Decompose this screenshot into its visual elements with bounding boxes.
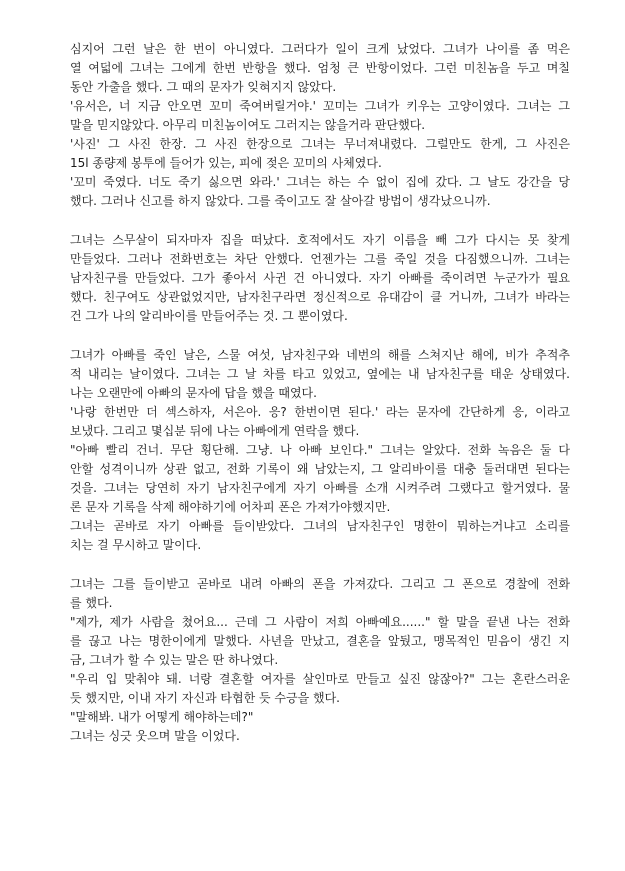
text-line: 를 끊고 나는 명한이에게 말했다. 사년을 만났고, 결혼을 앞뒀고, 맹목적인 믿음이 생긴 지 xyxy=(70,634,570,648)
text-line: "제가, 제가 사람을 쳤어요... 근데 그 사람이 저희 아빠예요......" 할 말을 끝낸 나는 전화 xyxy=(70,615,570,629)
text-line: 그녀는 그를 들이받고 곧바로 내려 아빠의 폰을 가져갔다. 그리고 그 폰으로 경찰에 전화 xyxy=(70,577,570,591)
document-page xyxy=(70,40,570,746)
text-line: 그녀는 싱긋 웃으며 말을 이었다. xyxy=(70,729,240,743)
text-line: 치는 걸 무시하고 말이다. xyxy=(70,538,202,552)
text-line: 했다. 그러나 신고를 하지 않았다. 그를 죽이고도 잘 살아갈 방법이 생각났으니까. xyxy=(70,194,491,208)
text-line: 만들었다. 그러나 전화번호는 차단 안했다. 언젠가는 그를 죽일 것을 다짐했으니까. 그녀는 xyxy=(70,252,570,266)
text-line: 금, 그녀가 할 수 있는 말은 딴 하나였다. xyxy=(70,653,279,667)
text-line: 적 내리는 날이였다. 그녀는 그 날 차를 타고 있었고, 옆에는 내 남자친구를 태운 상태였다. xyxy=(70,367,570,381)
paragraph-gap xyxy=(70,326,570,346)
text-line: "말해봐. 내가 어떻게 해야하는데?" xyxy=(70,710,254,724)
paragraph-4 xyxy=(70,575,570,746)
text-line: '꼬미 죽였다. 너도 죽기 싫으면 와라.' 그녀는 하는 수 없이 집에 갔다. 그 날도 강간을 당 xyxy=(70,175,570,189)
text-line: 나는 오랜만에 아빠의 문자에 답을 했을 때였다. xyxy=(70,386,317,400)
paragraph-gap xyxy=(70,555,570,575)
text-line: 를 했다. xyxy=(70,596,113,610)
text-line: '유서은, 너 지금 안오면 꼬미 죽여버릴거야.' 꼬미는 그녀가 키우는 고양이였다. 그녀는 그 xyxy=(70,99,570,113)
text-line: 15l 종량제 봉투에 들어가 있는, 피에 젖은 꼬미의 사체였다. xyxy=(70,156,382,170)
paragraph-1 xyxy=(70,40,570,211)
text-line: 건 그가 나의 알리바이를 만들어주는 것. 그 뿐이였다. xyxy=(70,309,348,323)
text-line: 열 여덟에 그녀는 그에게 한번 반항을 했다. 엄청 큰 반항이었다. 그런 미친놈을 두고 며칠 xyxy=(70,61,570,75)
text-line: 론 문자 기록을 삭제 해야하기에 어차피 폰은 가져가야했지만. xyxy=(70,500,391,514)
text-line: 보냈다. 그리고 몇십분 뒤에 나는 아빠에게 연락을 했다. xyxy=(70,424,360,438)
paragraph-gap xyxy=(70,211,570,231)
text-line: 안할 성격이니까 상관 없고, 전화 기록이 왜 남았는지, 그 알리바이를 대충 둘러대면 된다는 xyxy=(70,462,570,476)
text-line: '사진' 그 사진 한장. 그 사진 한장으로 그녀는 무너져내렸다. 그럴만도 한게, 그 사진은 xyxy=(70,137,570,151)
paragraph-3 xyxy=(70,346,570,555)
text-line: 했다. 친구여도 상관없었지만, 남자친구라면 정신적으로 유대감이 클 거니까, 그녀가 바라는 xyxy=(70,290,570,304)
text-line: '나랑 한번만 더 섹스하자, 서은아. 응? 한번이면 된다.' 라는 문자에 간단하게 응, 이라고 xyxy=(70,405,570,419)
text-line: 말을 믿지않았다. 아무리 미친놈이여도 그러지는 않을거라 판단했다. xyxy=(70,118,426,132)
text-line: 남자친구를 만들었다. 그가 좋아서 사귄 건 아니였다. 자기 아빠를 죽이려면 누군가가 필요 xyxy=(70,271,570,285)
text-line: "우리 입 맞춰야 돼. 너랑 결혼할 여자를 살인마로 만들고 싶진 않잖아?" 그는 혼란스러운 xyxy=(70,672,570,686)
text-line: 것을. 그녀는 당연히 자기 남자친구에게 자기 아빠를 소개 시켜주려 그랬다고 할거였다. 물 xyxy=(70,481,570,495)
text-line: 그녀가 아빠를 죽인 날은, 스물 여섯, 남자친구와 네번의 해를 스쳐지난 해에, 비가 추적추 xyxy=(70,348,570,362)
text-line: 동안 가출을 했다. 그 때의 문자가 잊혀지지 않았다. xyxy=(70,80,337,94)
text-line: 심지어 그런 날은 한 번이 아니였다. 그러다가 일이 크게 났었다. 그녀가 나이를 좀 먹은 xyxy=(70,42,570,56)
text-line: 그녀는 곧바로 자기 아빠를 들이받았다. 그녀의 남자친구인 명한이 뭐하는거냐고 소리를 xyxy=(70,519,570,533)
text-line: "아빠 빨리 건너. 무단 횡단해. 그냥. 나 아빠 보인다." 그녀는 알았다. 전화 녹음은 둘 다 xyxy=(70,443,570,457)
paragraph-2 xyxy=(70,231,570,326)
text-line: 듯 했지만, 이내 자기 자신과 타협한 듯 수긍을 했다. xyxy=(70,691,340,705)
text-line: 그녀는 스무살이 되자마자 집을 떠났다. 호적에서도 자기 이름을 빼 그가 다시는 못 찾게 xyxy=(70,233,570,247)
